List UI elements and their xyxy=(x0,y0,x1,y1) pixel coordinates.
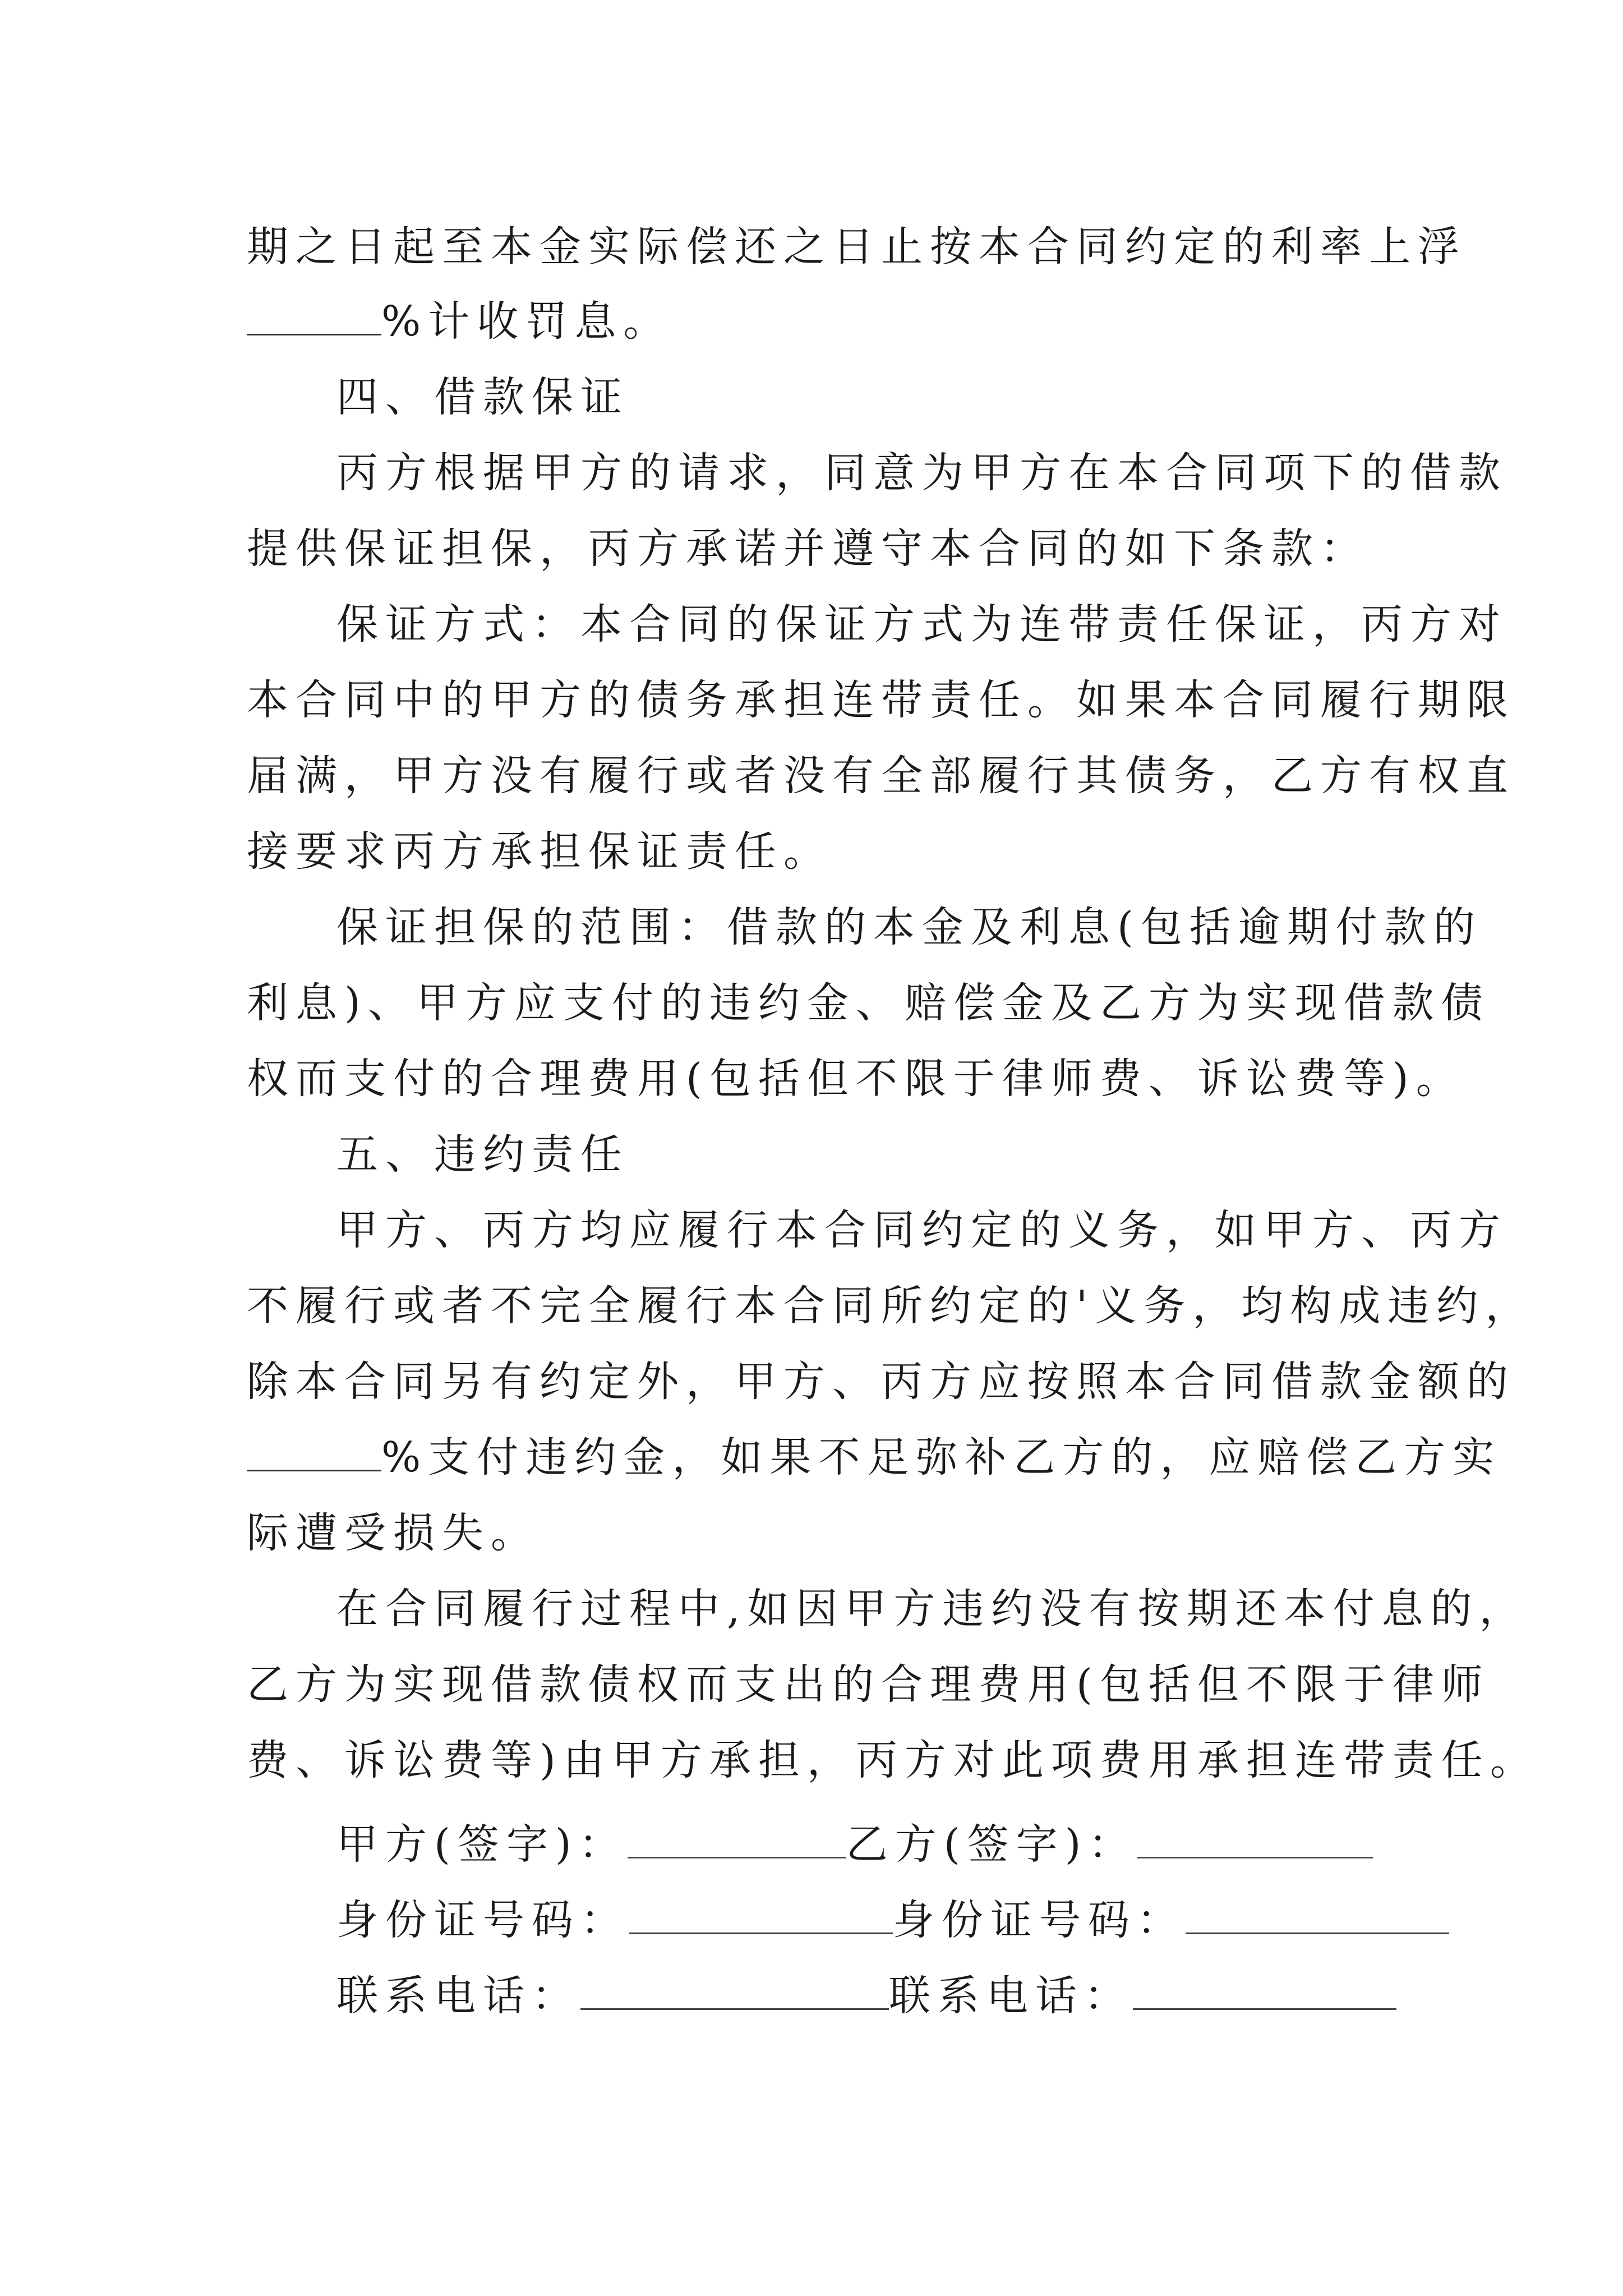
paragraph-line xyxy=(247,295,1391,348)
paragraph-line: 权而支付的合理费用(包括但不限于律师费、诉讼费等)。 xyxy=(247,1055,1465,1103)
party-b-sign-label: 乙方(签字)： xyxy=(846,1820,1137,1869)
paragraph-line: 保证方式：本合同的保证方式为连带责任保证，丙方对 xyxy=(336,600,1507,648)
party-b-id-label: 身份证号码： xyxy=(893,1896,1186,1944)
section-heading: 五、违约责任 xyxy=(336,1130,629,1179)
signature-row xyxy=(336,1818,1373,1871)
paragraph-line: 保证担保的范围：借款的本金及利息(包括逾期付款的 xyxy=(336,903,1482,951)
paragraph-line: 费、诉讼费等)由甲方承担，丙方对此项费用承担连带责任。 xyxy=(247,1736,1539,1784)
party-b-phone-label: 联系电话： xyxy=(889,1972,1133,2020)
paragraph-line: 提供保证担保，丙方承诺并遵守本合同的如下条款： xyxy=(247,524,1369,573)
paragraph-line: 届满，甲方没有履行或者没有全部履行其债务，乙方有权直 xyxy=(247,752,1515,800)
paragraph-line xyxy=(247,1430,1502,1484)
paragraph-line: 接要求丙方承担保证责任。 xyxy=(247,827,832,876)
blank-field xyxy=(247,295,381,335)
party-a-sign-label: 甲方(签字)： xyxy=(336,1820,628,1869)
party-a-phone-label: 联系电话： xyxy=(336,1972,580,2020)
paragraph-line: 除本合同另有约定外，甲方、丙方应按照本合同借款金额的 xyxy=(247,1358,1515,1406)
paragraph-line: 利息)、甲方应支付的违约金、赔偿金及乙方为实现借款债 xyxy=(247,979,1490,1027)
party-b-sign-field[interactable] xyxy=(1137,1823,1373,1858)
party-a-id-label: 身份证号码： xyxy=(336,1896,629,1944)
party-b-phone-field[interactable] xyxy=(1133,1975,1396,2010)
phone-row xyxy=(336,1969,1396,2023)
paragraph-line: 丙方根据甲方的请求，同意为甲方在本合同项下的借款 xyxy=(336,449,1507,497)
paragraph-line: 不履行或者不完全履行本合同所约定的'义务，均构成违约， xyxy=(247,1282,1534,1330)
party-b-id-field[interactable] xyxy=(1186,1899,1449,1934)
paragraph-line: 在合同履行过程中,如因甲方违约没有按期还本付息的， xyxy=(336,1585,1528,1633)
paragraph-text: %支付违约金，如果不足弥补乙方的，应赔偿乙方实 xyxy=(381,1433,1502,1481)
party-a-phone-field[interactable] xyxy=(580,1975,889,2010)
blank-field xyxy=(247,1430,381,1471)
paragraph-line: 本合同中的甲方的债务承担连带责任。如果本合同履行期限 xyxy=(247,676,1515,724)
paragraph-line: 乙方为实现借款债权而支出的合理费用(包括但不限于律师 xyxy=(247,1660,1490,1709)
paragraph-line: 期之日起至本金实际偿还之日止按本合同约定的利率上浮 xyxy=(247,223,1467,271)
id-row xyxy=(336,1893,1449,1947)
paragraph-text: %计收罚息。 xyxy=(381,297,672,346)
party-a-id-field[interactable] xyxy=(629,1899,893,1934)
paragraph-line: 际遭受损失。 xyxy=(247,1509,540,1557)
paragraph-line: 甲方、丙方均应履行本合同约定的义务，如甲方、丙方 xyxy=(336,1206,1507,1254)
section-heading: 四、借款保证 xyxy=(336,373,629,421)
party-a-sign-field[interactable] xyxy=(628,1823,846,1858)
